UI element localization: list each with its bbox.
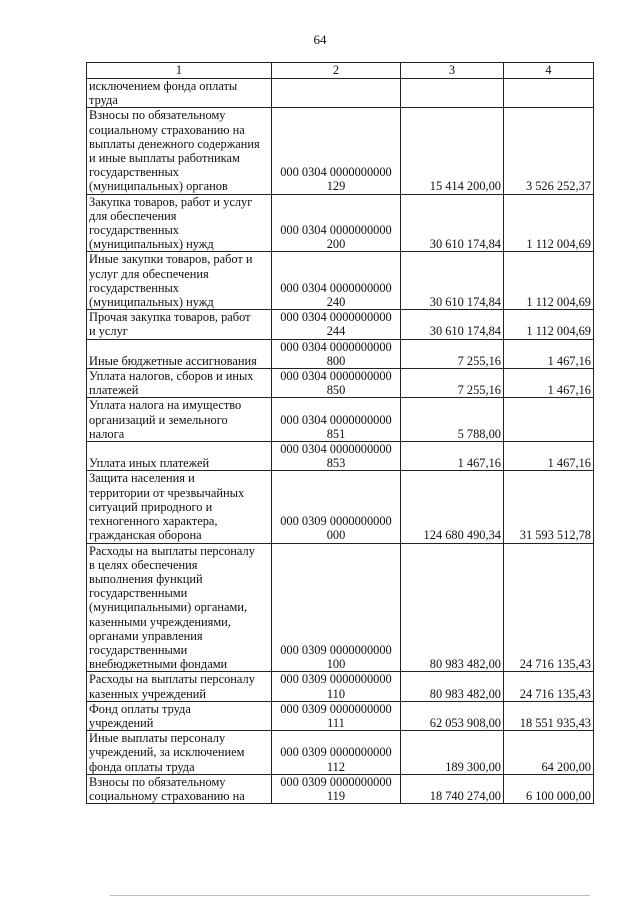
row-code: 000 0309 0000000000 111	[272, 701, 401, 730]
row-value-approved: 30 610 174,84	[401, 194, 504, 252]
table-row	[87, 339, 594, 368]
table-row	[87, 774, 594, 803]
row-name: Уплата налогов, сборов и иных платежей	[87, 369, 272, 398]
row-code: 000 0309 0000000000 119	[272, 774, 401, 803]
row-value-approved: 7 255,16	[401, 369, 504, 398]
row-code: 000 0309 0000000000 112	[272, 731, 401, 775]
row-code: 000 0304 0000000000 244	[272, 310, 401, 339]
row-value-approved: 1 467,16	[401, 442, 504, 471]
table-row	[87, 108, 594, 194]
row-value-executed: 64 200,00	[504, 731, 594, 775]
row-value-approved: 15 414 200,00	[401, 108, 504, 194]
row-value-approved: 5 788,00	[401, 398, 504, 442]
row-name: Защита населения и территории от чрезвычайных ситуаций природного и техногенного характера, гражданская оборона	[87, 471, 272, 543]
table-row	[87, 442, 594, 471]
row-value-executed: 18 551 935,43	[504, 701, 594, 730]
page-number: 64	[313, 32, 327, 47]
table-row	[87, 471, 594, 543]
row-value-approved: 30 610 174,84	[401, 310, 504, 339]
table-row	[87, 369, 594, 398]
budget-table	[86, 62, 594, 804]
table-row	[87, 252, 594, 310]
row-code	[272, 79, 401, 108]
row-value-executed: 1 467,16	[504, 369, 594, 398]
row-name: Прочая закупка товаров, работ и услуг	[87, 310, 272, 339]
row-value-approved: 189 300,00	[401, 731, 504, 775]
row-value-executed: 31 593 512,78	[504, 471, 594, 543]
row-name: Взносы по обязательному социальному страхованию на выплаты денежного содержания и иные выплаты работникам государственных (муниципальных) органов	[87, 108, 272, 194]
row-value-approved	[401, 79, 504, 108]
row-name: Расходы на выплаты персоналу казенных учреждений	[87, 672, 272, 701]
table-row	[87, 731, 594, 775]
row-value-executed: 3 526 252,37	[504, 108, 594, 194]
row-name: Взносы по обязательному социальному страхованию на	[87, 774, 272, 803]
row-value-approved: 80 983 482,00	[401, 672, 504, 701]
row-name: Иные бюджетные ассигнования	[87, 339, 272, 368]
row-name: Закупка товаров, работ и услуг для обеспечения государственных (муниципальных) нужд	[87, 194, 272, 252]
row-value-executed: 1 467,16	[504, 442, 594, 471]
row-code: 000 0309 0000000000 110	[272, 672, 401, 701]
header-col-2: 2	[272, 63, 401, 79]
row-value-executed: 1 112 004,69	[504, 252, 594, 310]
row-name: Расходы на выплаты персоналу в целях обеспечения выполнения функций государственными (муниципальными) органами, казенными учреждениями, органами управления государственными внебюджетными фондами	[87, 543, 272, 672]
row-value-approved: 30 610 174,84	[401, 252, 504, 310]
row-name: Фонд оплаты труда учреждений	[87, 701, 272, 730]
header-col-1: 1	[87, 63, 272, 79]
page-bottom-rule	[110, 895, 590, 896]
row-value-executed: 1 467,16	[504, 339, 594, 368]
row-value-executed: 1 112 004,69	[504, 310, 594, 339]
table-row	[87, 194, 594, 252]
row-name: Иные выплаты персоналу учреждений, за исключением фонда оплаты труда	[87, 731, 272, 775]
row-code: 000 0304 0000000000 850	[272, 369, 401, 398]
row-value-executed: 1 112 004,69	[504, 194, 594, 252]
row-value-approved: 124 680 490,34	[401, 471, 504, 543]
row-value-approved: 80 983 482,00	[401, 543, 504, 672]
row-name: исключением фонда оплаты труда	[87, 79, 272, 108]
row-value-executed: 6 100 000,00	[504, 774, 594, 803]
row-code: 000 0304 0000000000 200	[272, 194, 401, 252]
header-col-3: 3	[401, 63, 504, 79]
row-code: 000 0304 0000000000 800	[272, 339, 401, 368]
row-name: Уплата иных платежей	[87, 442, 272, 471]
row-name: Иные закупки товаров, работ и услуг для обеспечения государственных (муниципальных) нужд	[87, 252, 272, 310]
row-code: 000 0304 0000000000 853	[272, 442, 401, 471]
row-value-approved: 62 053 908,00	[401, 701, 504, 730]
row-value-executed: 24 716 135,43	[504, 672, 594, 701]
row-value-executed	[504, 398, 594, 442]
row-code: 000 0309 0000000000 000	[272, 471, 401, 543]
table-row	[87, 310, 594, 339]
table-row	[87, 672, 594, 701]
header-row	[87, 63, 594, 79]
row-value-executed	[504, 79, 594, 108]
row-value-approved: 18 740 274,00	[401, 774, 504, 803]
row-code: 000 0304 0000000000 240	[272, 252, 401, 310]
table-row	[87, 701, 594, 730]
table-row	[87, 79, 594, 108]
row-value-executed: 24 716 135,43	[504, 543, 594, 672]
row-code: 000 0309 0000000000 100	[272, 543, 401, 672]
row-code: 000 0304 0000000000 129	[272, 108, 401, 194]
table-row	[87, 398, 594, 442]
row-code: 000 0304 0000000000 851	[272, 398, 401, 442]
row-value-approved: 7 255,16	[401, 339, 504, 368]
row-name: Уплата налога на имущество организаций и земельного налога	[87, 398, 272, 442]
table-row	[87, 543, 594, 672]
header-col-4: 4	[504, 63, 594, 79]
